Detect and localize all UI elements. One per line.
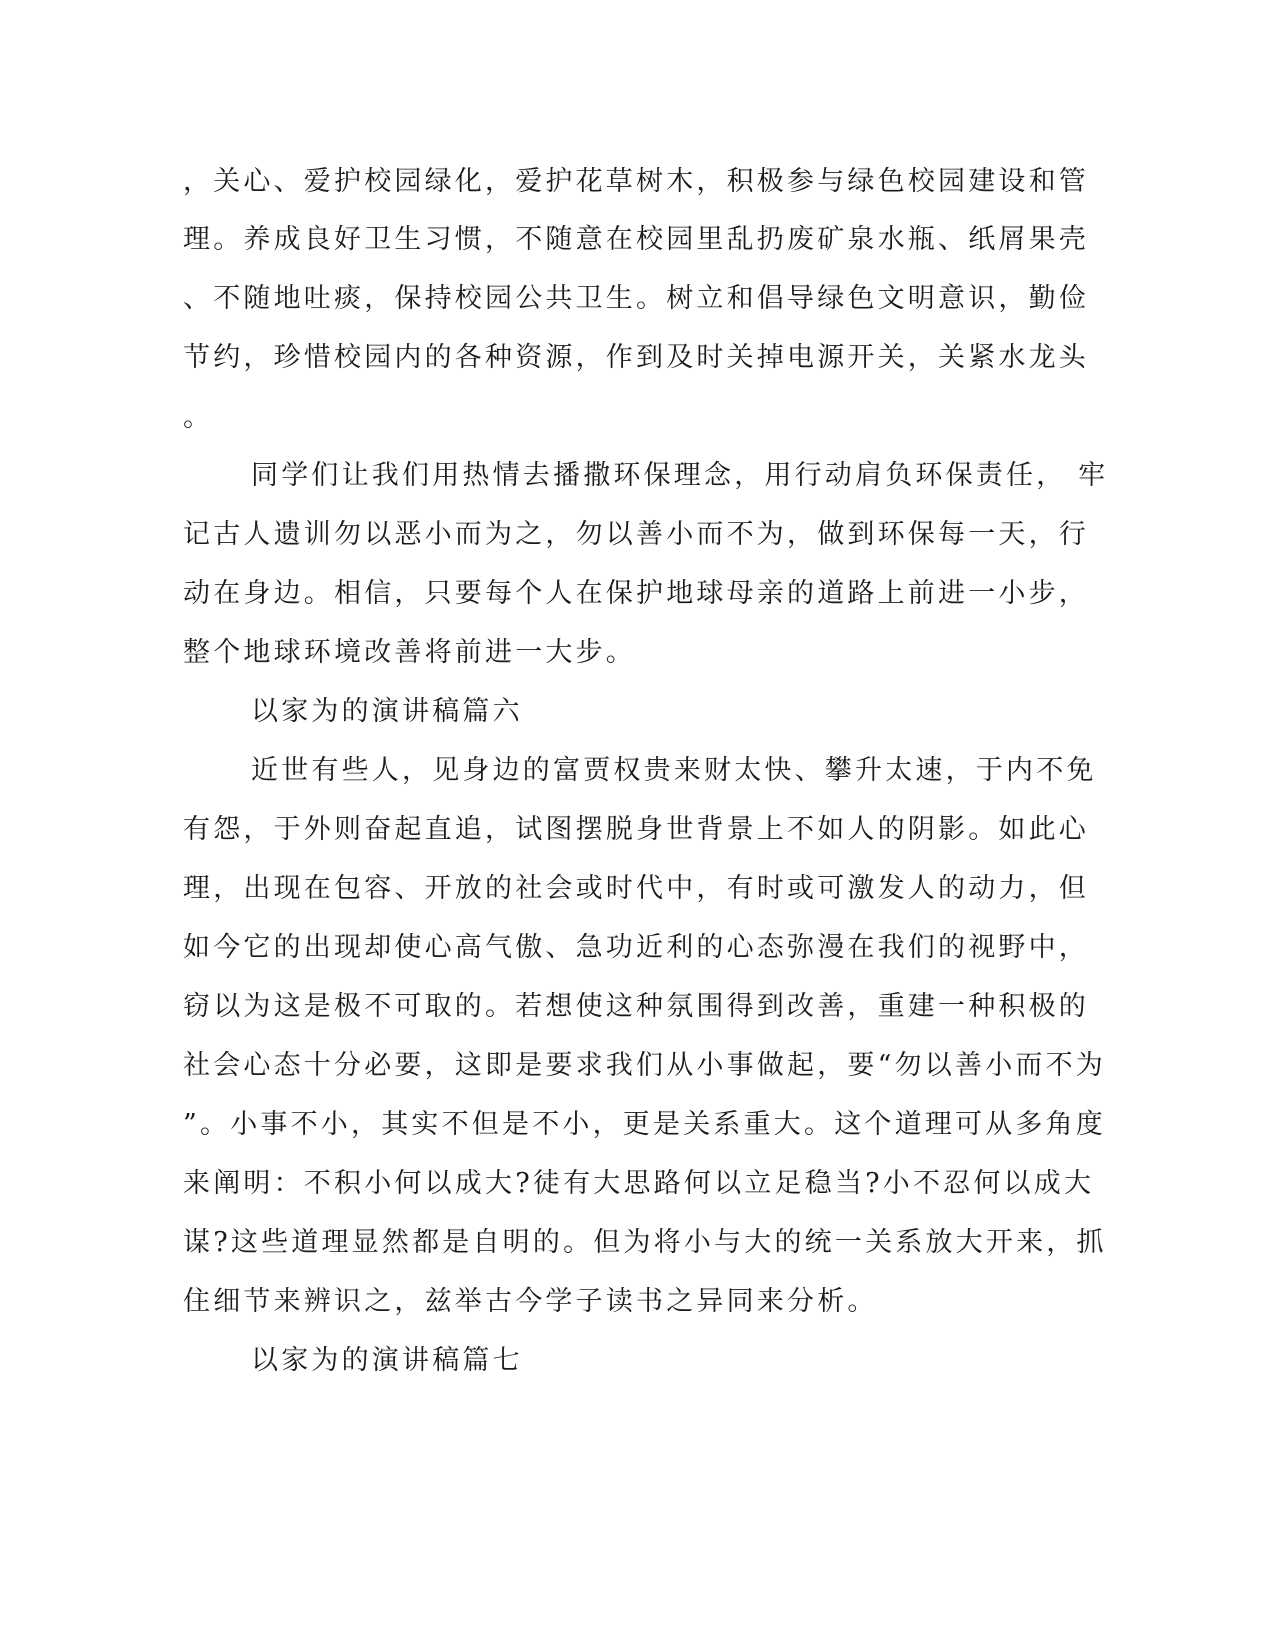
section-heading: 以家为的演讲稿篇七	[251, 1345, 523, 1376]
text-line: 来阐明：不积小何以成大?徒有大思路何以立足稳当?小不忍何以成大	[183, 1168, 1095, 1199]
text-line: 如今它的出现却使心高气傲、急功近利的心态弥漫在我们的视野中，	[183, 932, 1089, 963]
text-line: 住细节来辨识之，兹举古今学子读书之异同来分析。	[183, 1286, 878, 1317]
text-line: 整个地球环境改善将前进一大步。	[183, 637, 636, 668]
text-line: 社会心态十分必要，这即是要求我们从小事做起，要“勿以善小而不为	[183, 1050, 1107, 1081]
text-line: 有怨，于外则奋起直追，试图摆脱身世背景上不如人的阴影。如此心	[183, 814, 1089, 845]
text-line: 窃以为这是极不可取的。若想使这种氛围得到改善，重建一种积极的	[183, 991, 1089, 1022]
text-line: 动在身边。相信，只要每个人在保护地球母亲的道路上前进一小步，	[183, 578, 1089, 609]
section-heading: 以家为的演讲稿篇六	[251, 696, 523, 727]
text-line: 理。养成良好卫生习惯，不随意在校园里乱扔废矿泉水瓶、纸屑果壳	[183, 224, 1089, 255]
text-line: 谋?这些道理显然都是自明的。但为将小与大的统一关系放大开来，抓	[183, 1227, 1107, 1258]
text-line: 理，出现在包容、开放的社会或时代中，有时或可激发人的动力，但	[183, 873, 1089, 904]
paragraph-first-line: 同学们让我们用热情去播撒环保理念，用行动肩负环保责任， 牢	[251, 460, 1109, 491]
text-line: 节约，珍惜校园内的各种资源，作到及时关掉电源开关，关紧水龙头	[183, 342, 1089, 373]
text-line: 、不随地吐痰，保持校园公共卫生。树立和倡导绿色文明意识，勤俭	[183, 283, 1089, 314]
paragraph-first-line: 近世有些人，见身边的富贾权贵来财太快、攀升太速，于内不免	[251, 755, 1097, 786]
text-line: ”。小事不小，其实不但是不小，更是关系重大。这个道理可从多角度	[183, 1109, 1107, 1140]
text-line: 。	[183, 402, 214, 433]
text-line: ，关心、爱护校园绿化，爱护花草树木，积极参与绿色校园建设和管	[183, 166, 1089, 197]
text-line: 记古人遗训勿以恶小而为之，勿以善小而不为，做到环保每一天，行	[183, 519, 1089, 550]
